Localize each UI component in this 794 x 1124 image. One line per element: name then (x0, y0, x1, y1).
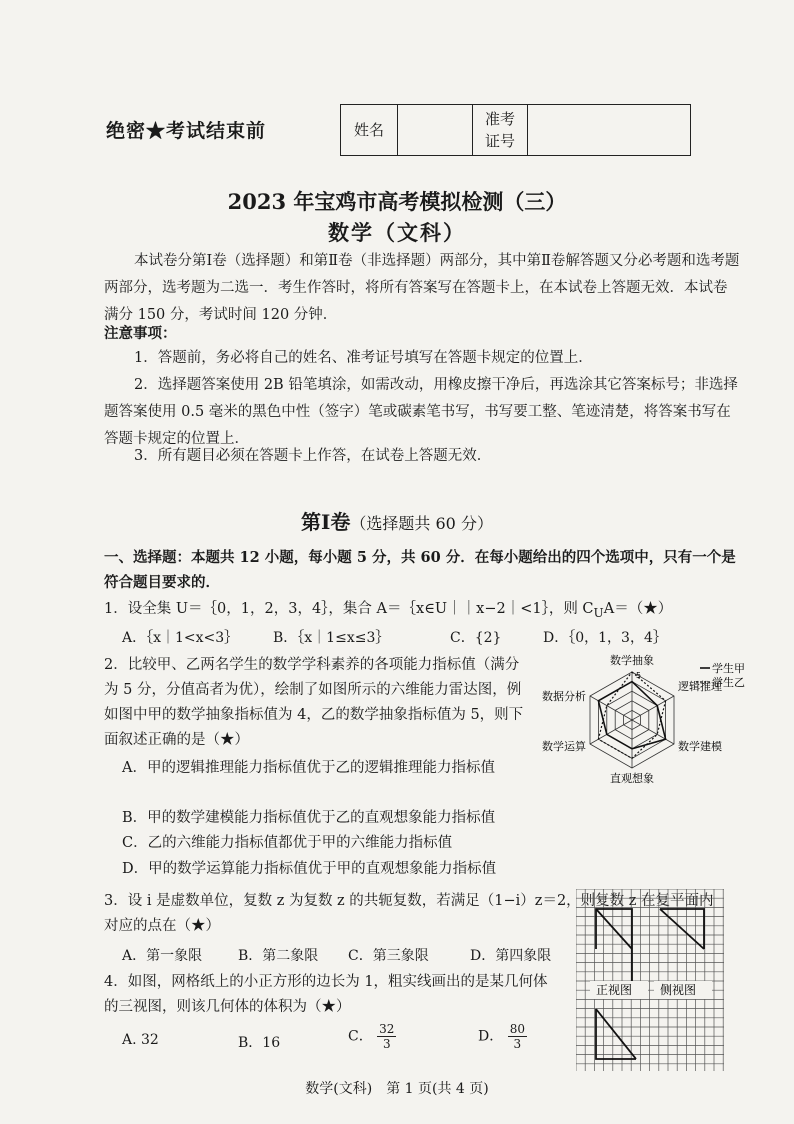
question-2-stem: 2．比较甲、乙两名学生的数学学科素养的各项能力指标值（满分为 5 分，分值高者为优），绘制了如图所示的六维能力雷达图，例如图中甲的数学抽象指标值为 4，乙的数学抽象指标值为 5，则下面叙述正确的是（★） (104, 657, 524, 748)
three-view-figure (576, 889, 724, 1071)
q4-option-c: C． $\frac{32}{3}$ (348, 1022, 395, 1051)
axis-label-abstraction: 数学抽象 (610, 654, 654, 667)
front-view-label: 正视图 (596, 983, 633, 997)
q3-option-c: C．第三象限 (348, 948, 429, 964)
exam-subtitle: 数学（文科） (328, 220, 466, 245)
q3-option-b: B．第二象限 (238, 948, 319, 964)
q4-option-d: D． $\frac{80}{3}$ (478, 1022, 525, 1051)
axis-label-modeling: 数学建模 (678, 740, 722, 753)
confidential-mark: 绝密★考试结束前 (106, 120, 267, 142)
axis-label-computation: 数学运算 (542, 740, 586, 753)
question-4-stem: 4．如图，网格纸上的小正方形的边长为 1，粗实线画出的是某几何体的三视图，则该几何体的体积为（★） (104, 974, 548, 1015)
exam-id-field[interactable] (528, 105, 691, 156)
candidate-info-table (340, 104, 691, 156)
axis-label-reasoning: 逻辑推理 (678, 680, 722, 693)
section-title: 第Ⅰ卷（选择题共 60 分） (301, 510, 493, 534)
exam-title: 2023 年宝鸡市高考模拟检测（三） (227, 189, 567, 214)
radar-chart (530, 652, 760, 788)
q3-option-d: D．第四象限 (470, 948, 552, 964)
q1-option-c: C．{2} (450, 630, 502, 646)
radar-max-tick: 5 (636, 671, 642, 680)
front-view-outline (596, 909, 632, 989)
exam-id-label: 准考 证号 (473, 105, 528, 156)
q2-option-d: D．甲的数学运算能力指标值优于甲的直观想象能力指标值 (122, 861, 497, 877)
q1-option-d: D．｛0，1，3，4｝ (543, 630, 667, 646)
q4-option-b: B．16 (238, 1035, 281, 1051)
part-one-intro: 一、选择题：本题共 12 小题，每小题 5 分，共 60 分．在每小题给出的四个选项中，只有一个是符合题目要求的． (104, 549, 736, 591)
notes-heading: 注意事项： (104, 325, 177, 342)
top-view-outline (596, 1009, 636, 1059)
axis-label-intuition: 直观想象 (610, 772, 654, 785)
question-3-stem: 3．设 i 是虚数单位，复数 z 为复数 z 的共轭复数，若满足（1−i）z＝2，则复数 z 在复平面内对应的点在（★） (104, 893, 714, 934)
axis-label-data-analysis: 数据分析 (542, 690, 586, 703)
note-1: 1．答题前，务必将自己的姓名、准考证号填写在答题卡规定的位置上． (134, 350, 593, 366)
question-1-stem: 1．设全集 U＝｛0，1，2，3，4｝，集合 A＝｛x∈U｜｜x−2｜<1｝，则 $C_UA=(★)$ (104, 601, 673, 620)
name-label: 姓名 (341, 105, 398, 156)
intro-paragraph: 本试卷分第Ⅰ卷（选择题）和第Ⅱ卷（非选择题）两部分，其中第Ⅱ卷解答题又分必考题和选考题两部分，选考题为二选一．考生作答时，将所有答案写在答题卡上，在本试卷上答题无效．本试卷满分 150 分，考试时间 120 分钟． (104, 253, 740, 323)
grid-paper (576, 889, 724, 1071)
side-view-label: 侧视图 (660, 983, 697, 997)
q1-option-a: A．｛x｜1<x<3｝ (122, 630, 239, 646)
q3-option-a: A．第一象限 (122, 948, 203, 964)
side-view-outline (660, 909, 704, 949)
q4-option-a: A. 32 (122, 1032, 159, 1048)
q1-option-b: B．｛x｜1≤x≤3｝ (273, 630, 390, 646)
q2-option-a: A．甲的逻辑推理能力指标值优于乙的逻辑推理能力指标值 (122, 760, 495, 776)
note-2: 2．选择题答案使用 2B 铅笔填涂，如需改动，用橡皮擦干净后，再选涂其它答案标号；非选择题答案使用 0.5 毫米的黑色中性（签字）笔或碳素笔书写，书写要工整、笔迹清楚，将答案书写在答题卡规定的位置上． (104, 377, 738, 447)
legend-label-a: 学生甲 (712, 662, 745, 675)
note-3: 3．所有题目必须在答题卡上作答，在试卷上答题无效． (134, 448, 492, 464)
q2-option-b: B．甲的数学建模能力指标值优于乙的直观想象能力指标值 (122, 810, 496, 826)
q2-option-c: C．乙的六维能力指标值都优于甲的六维能力指标值 (122, 835, 453, 851)
page-footer: 数学(文科) 第 1 页(共 4 页) (305, 1081, 489, 1097)
legend-label-b: 学生乙 (712, 676, 745, 689)
name-field[interactable] (398, 105, 473, 156)
